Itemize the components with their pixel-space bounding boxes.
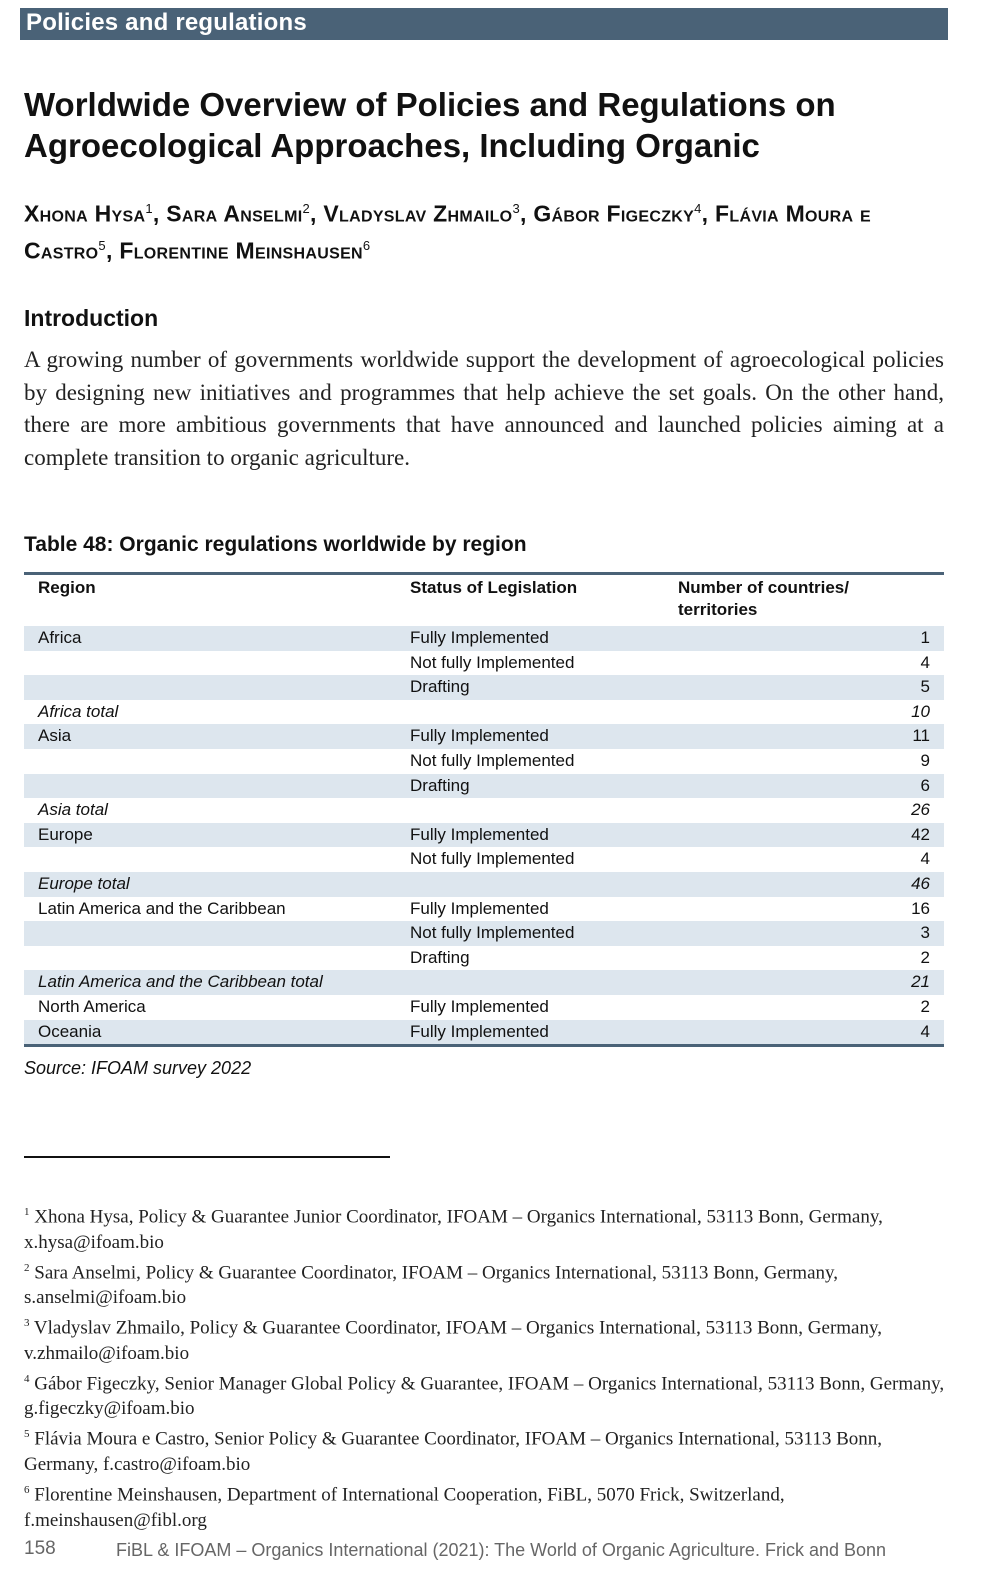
table-row: [24, 970, 944, 995]
cell-count: 4: [920, 652, 930, 672]
cell-region: Africa: [24, 626, 396, 651]
author-name: Florentine Meinshausen: [119, 237, 363, 264]
table-body: [24, 626, 944, 1044]
table-row: [24, 823, 944, 848]
cell-status: Fully Implemented: [410, 996, 549, 1016]
table-caption: Table 48: Organic regulations worldwide by region: [24, 533, 527, 556]
cell-status: Not fully Implemented: [410, 849, 575, 869]
footnote-ref[interactable]: 3: [512, 201, 520, 216]
footnote-number: 2: [24, 1261, 30, 1274]
regulations-table: [24, 572, 944, 1047]
cell-status: Fully Implemented: [396, 626, 666, 651]
column-header-count: [666, 575, 944, 623]
cell-count: 11: [666, 724, 944, 749]
section-heading: Introduction: [24, 305, 159, 331]
cell-status: [396, 700, 666, 725]
author-name: Vladyslav Zhmailo: [323, 200, 513, 227]
column-header-count-line: territories: [678, 600, 758, 619]
cell-count: 16: [911, 898, 930, 918]
cell-status: Drafting: [396, 774, 666, 799]
cell-status: Fully Implemented: [396, 823, 666, 848]
cell-region: [24, 847, 396, 872]
footnote-number: 4: [24, 1372, 30, 1385]
cell-count: 2: [920, 947, 930, 967]
table-row: [24, 626, 944, 651]
cell-count: 21: [666, 970, 944, 995]
author-name: Xhona Hysa: [24, 200, 146, 227]
footnote-text: Vladyslav Zhmailo, Policy & Guarantee Coordinator, IFOAM – Organics International, 53113 Bonn, Germany, v.zhmailo@ifoam.bio: [24, 1317, 883, 1364]
table-bottom-rule: [24, 1044, 944, 1047]
cell-status: Not fully Implemented: [410, 750, 575, 770]
cell-count: 1: [666, 626, 944, 651]
cell-status: Fully Implemented: [410, 898, 549, 918]
cell-region: [24, 946, 396, 971]
cell-count: 46: [666, 872, 944, 897]
cell-region: [24, 749, 396, 774]
table-row: [24, 700, 944, 725]
footnote-ref[interactable]: 4: [694, 201, 702, 216]
table-row: [24, 749, 944, 774]
footnote-text: Flávia Moura e Castro, Senior Policy & Guarantee Coordinator, IFOAM – Organics International, 53113 Bonn, Germany, f.castro@ifoam.bio: [24, 1428, 883, 1475]
cell-status: Not fully Implemented: [410, 652, 575, 672]
author-name: Flávia Moura e Castro: [24, 200, 872, 264]
table-row: [24, 774, 944, 799]
cell-status: Drafting: [410, 947, 470, 967]
footnote-text: Xhona Hysa, Policy & Guarantee Junior Coordinator, IFOAM – Organics International, 53113 Bonn, Germany, x.hysa@ifoam.bio: [24, 1206, 883, 1253]
page-number: 158: [24, 1538, 56, 1559]
footnote-divider: [24, 1156, 390, 1158]
footnote-number: 6: [24, 1483, 30, 1496]
cell-count: 6: [666, 774, 944, 799]
table-header-row: [24, 575, 944, 623]
footnote-number: 3: [24, 1317, 30, 1330]
footnote-ref[interactable]: 5: [98, 237, 106, 253]
footnote-item: [24, 1200, 954, 1256]
table-row: [24, 872, 944, 897]
running-footer: FiBL & IFOAM – Organics International (2021): The World of Organic Agriculture. Frick and Bonn: [116, 1540, 887, 1560]
cell-region: Africa total: [38, 701, 119, 721]
table-row: [24, 921, 944, 946]
footnote-item: [24, 1422, 954, 1478]
footnote-text: Gábor Figeczky, Senior Manager Global Policy & Guarantee, IFOAM – Organics International, 53113 Bonn, Germany, g.figeczky@ifoam.bio: [24, 1372, 945, 1420]
intro-paragraph: A growing number of governments worldwide support the development of agroecological policies by designing new initiatives and programmes that help achieve the set goals. On the other hand, there are more ambitious governments that have announced and launched policies aiming at a complete transition to organic agriculture.: [24, 347, 944, 470]
cell-count: 2: [920, 996, 930, 1016]
table-row: [24, 897, 944, 922]
cell-count: 9: [920, 750, 930, 770]
section-banner: [20, 8, 948, 40]
column-header-region: Region: [38, 578, 96, 597]
footnote-ref[interactable]: 6: [362, 237, 371, 253]
cell-status: Not fully Implemented: [396, 921, 666, 946]
column-header-count-line: Number of countries/: [678, 578, 849, 597]
footnote-number: 5: [24, 1428, 30, 1441]
table-row: [24, 847, 944, 872]
footnote-text: Sara Anselmi, Policy & Guarantee Coordinator, IFOAM – Organics International, 53113 Bonn, Germany, s.anselmi@ifoam.bio: [24, 1261, 839, 1309]
table-row: [24, 946, 944, 971]
table-row: [24, 675, 944, 700]
author-name: Sara Anselmi: [166, 200, 303, 227]
cell-status: [396, 872, 666, 897]
footnote-ref[interactable]: 2: [302, 201, 311, 216]
cell-region: [24, 921, 396, 946]
cell-status: Fully Implemented: [396, 1020, 666, 1045]
cell-count: 4: [666, 1020, 944, 1045]
cell-count: 4: [920, 849, 930, 869]
footnote-item: [24, 1311, 954, 1367]
cell-region: Oceania: [24, 1020, 396, 1045]
cell-status: [396, 970, 666, 995]
table-row: [24, 651, 944, 676]
footnote-item: [24, 1478, 954, 1534]
footnote-ref[interactable]: 1: [145, 201, 153, 216]
cell-count: 42: [666, 823, 944, 848]
cell-region: North America: [38, 996, 146, 1016]
cell-count: 5: [666, 675, 944, 700]
cell-region: Latin America and the Caribbean total: [24, 970, 396, 995]
footnote-item: [24, 1256, 954, 1312]
author-list: Xhona Hysa$^1$, Sara Anselmi$^2$, Vladyslav Zhmailo$^3$, Gábor Figeczky$^4$, Flávia Moura e Castro$^5$, Florentine Meinshausen$^6$: [24, 200, 872, 264]
column-header-status: Status of Legislation: [410, 578, 578, 597]
cell-status: [396, 798, 666, 823]
table-source: Source: IFOAM survey 2022: [24, 1058, 252, 1078]
table-row: [24, 798, 944, 823]
cell-region: [24, 651, 396, 676]
cell-status: Fully Implemented: [396, 724, 666, 749]
footnote-number: 1: [24, 1206, 30, 1218]
footnote-text: Florentine Meinshausen, Department of International Cooperation, FiBL, 5070 Frick, Switzerland, f.meinshausen@fibl.org: [24, 1483, 785, 1531]
table-row: [24, 724, 944, 749]
cell-count: 3: [666, 921, 944, 946]
table-row: [24, 1020, 944, 1045]
cell-region: [24, 774, 396, 799]
article-title: Worldwide Overview of Policies and Regulations on Agroecological Approaches, Including Organic: [24, 86, 836, 164]
cell-region: Asia total: [38, 800, 108, 820]
cell-region: Europe total: [24, 872, 396, 897]
author-name: Gábor Figeczky: [533, 200, 695, 227]
cell-count: 10: [911, 701, 930, 721]
cell-status: Drafting: [396, 675, 666, 700]
cell-region: Asia: [24, 724, 396, 749]
footnote-item: [24, 1367, 954, 1423]
footnotes: [24, 1200, 954, 1533]
table-row: [24, 995, 944, 1020]
cell-region: Latin America and the Caribbean: [38, 898, 286, 918]
cell-region: [24, 675, 396, 700]
cell-count: 26: [911, 800, 930, 820]
section-title: Policies and regulations: [26, 9, 307, 36]
cell-region: Europe: [24, 823, 396, 848]
